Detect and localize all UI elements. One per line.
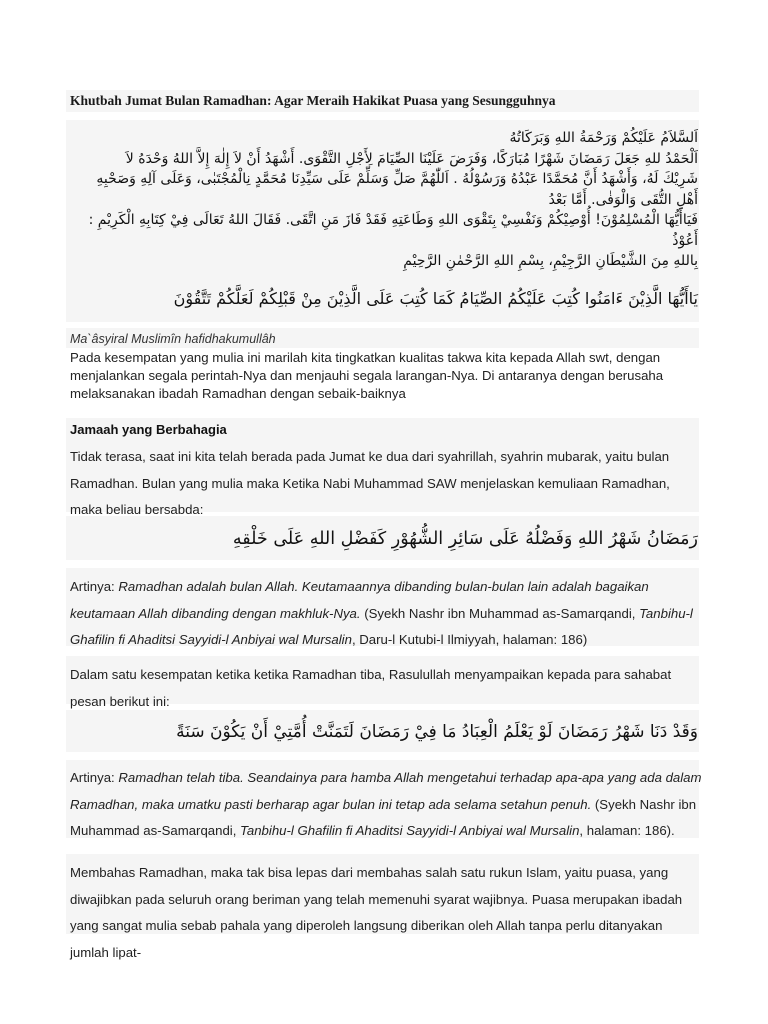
arabic-line: اَلْحَمْدُ للهِ جَعَلَ رَمَضَانَ شَهْرًا مُبَارَكًا، وَفَرَضَ عَلَيْنَا الصِّيَامَ لِأَجْلِ التَّقْوَى. أَشْهَدُ أَنْ لاَ إِلٰهَ إِلاَّ اللهُ وَحْدَهُ لاَ — [125, 150, 698, 167]
source-suffix: , halaman: 186). — [579, 823, 675, 838]
source-suffix: , Daru-l Kutubi-l Ilmiyyah, halaman: 186) — [351, 632, 588, 647]
arabic-opening — [70, 128, 698, 272]
greeting-line: Ma`âsyiral Muslimîn hafidhakumullâh — [70, 332, 276, 346]
translation-label: Artinya: — [70, 770, 119, 785]
paragraph-puasa: Membahas Ramadhan, maka tak bisa lepas dari membahas salah satu rukun Islam, yaitu puasa, yang diwajibkan pada seluruh orang beriman yang telah memenuhi syarat wajibnya. Puasa merupakan ibadah yang sangat mulia sebab pahala yang diperoleh langsung diberikan oleh Allah tanpa perlu ditanyakan jumlah lipat- — [70, 865, 683, 960]
hadith-text-2: وَقَدْ دَنَا شَهْرُ رَمَضَانَ لَوْ يَعْلَمُ الْعِبَادُ مَا فِيْ رَمَضَانَ لَتَمَنَّتْ أُمَّتِيْ أَنْ يَكُوْنَ سَنَةً — [176, 722, 698, 742]
source-prefix: (Syekh Nashr ibn Muhammad as-Samarqandi, — [70, 796, 697, 838]
paragraph-ramadhan: Tidak terasa, saat ini kita telah berada pada Jumat ke dua dari syahrillah, syahrin mubarak, yaitu bulan Ramadhan. Bulan yang mulia maka Ketika Nabi Muhammad SAW menjelaskan kemuliaan Ramadhan, maka beliau bersabda: — [70, 449, 670, 517]
arabic-line: شَرِيْكَ لَهُ، وَأَشْهَدُ أَنَّ مُحَمَّدًا عَبْدُهُ وَرَسُوْلُهُ . اَللّٰهُمَّ صَلِّ وَسَلِّمْ عَلَى سَيِّدِنَا مُحَمَّدٍ نِالْمُجْتَبٰى، وَعَلَى آلِهِ وَصَحْبِهِ — [96, 171, 698, 187]
hadith-text-1: رَمَضَانُ شَهْرُ اللهِ وَفَضْلُهُ عَلَى سَائِرِ الشُّهُوْرِ كَفَضْلِ اللهِ عَلَى خَلْقِهِ — [232, 529, 698, 549]
arabic-line: اَلسَّلاَمُ عَلَيْكُمْ وَرَحْمَةُ اللهِ وَبَرَكَاتُهُ — [509, 130, 698, 146]
arabic-line: بِاللهِ مِنَ الشَّيْطَانِ الرَّجِيْمِ، بِسْمِ اللهِ الرَّحْمٰنِ الرَّحِيْمِ — [403, 253, 698, 269]
source-book-title: Tanbihu-l Ghafilin fi Ahaditsi Sayyidi-l Anbiyai wal Mursalin — [70, 605, 693, 647]
translation-label: Artinya: — [70, 579, 119, 594]
translation-1 — [70, 574, 702, 654]
arabic-line: أَهْلِ التُّقَى وَالْوَفٰى. أَمَّا بَعْدُ — [548, 191, 698, 208]
arabic-line: فَيَاأَيُّهَا الْمُسْلِمُوْنَ! أُوْصِيْكُمْ وَنَفْسِيْ بِتَقْوَى اللهِ وَطَاعَتِهِ فَقَدْ فَازَ مَنِ اتَّقَى. فَقَالَ اللهُ تَعَالَى فِيْ كِتَابِهِ الْكَرِيْمِ : أَعُوْذُ — [88, 212, 698, 249]
paragraph-intro: Pada kesempatan yang mulia ini marilah kita tingkatkan kualitas takwa kita kepada Allah swt, dengan menjalankan segala perintah-Nya dan menjauhi segala larangan-Nya. Di antaranya dengan berusaha melaksanakan ibadah Ramadhan dengan sebaik-baiknya — [70, 350, 664, 401]
arabic-verse: يَاأَيُّهَا الَّذِيْنَ ءَامَنُوا كُتِبَ عَلَيْكُمُ الصِّيَامُ كَمَا كُتِبَ عَلَى الَّذِيْنَ مِنْ قَبْلِكُمْ لَعَلَّكُمْ تَتَّقُوْنَ — [173, 289, 698, 308]
translation-text: Ramadhan adalah bulan Allah. Keutamaannya dibanding bulan-bulan lain adalah bagaikan keutamaan Allah dibanding dengan makhluk-Nya. — [70, 579, 649, 621]
section-heading: Jamaah yang Berbahagia — [70, 422, 227, 437]
document-title: Khutbah Jumat Bulan Ramadhan: Agar Meraih Hakikat Puasa yang Sesungguhnya — [70, 93, 556, 108]
source-prefix: (Syekh Nashr ibn Muhammad as-Samarqandi, — [360, 605, 640, 621]
paragraph-rasulullah: Dalam satu kesempatan ketika ketika Ramadhan tiba, Rasulullah menyampaikan kepada para sahabat pesan berikut ini: — [70, 667, 672, 709]
translation-text: Ramadhan telah tiba. Seandainya para hamba Allah mengetahui terhadap apa-apa yang ada dalam Ramadhan, maka umatku pasti berharap agar bulan ini tetap ada selama setahun penuh. — [70, 770, 702, 812]
source-book-title: Tanbihu-l Ghafilin fi Ahaditsi Sayyidi-l Anbiyai wal Mursalin — [240, 823, 580, 838]
translation-2 — [70, 765, 702, 845]
